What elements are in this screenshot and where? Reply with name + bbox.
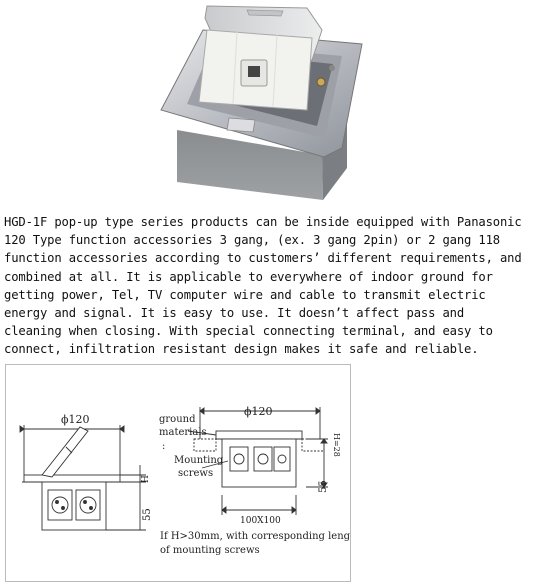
mounting-label: Mounting [174,455,224,466]
description-line: 120 Type function accessories 3 gang, (ex. 3 gang 2pin) or 2 gang 118 [4,233,500,248]
right-h-label: H=28 [332,433,341,457]
description-line: energy and signal. It is easy to use. It doesn’t affect pass and [4,306,464,321]
description-line: HGD-1F pop-up type series products can be inside equipped with Panasonic [4,215,522,229]
bottom-dim-label: 100X100 [240,516,281,526]
right-diameter-label: ϕ120 [244,405,273,418]
product-photo [147,0,382,208]
left-side-view [20,425,146,530]
product-description [4,213,552,359]
description-line: connect, infiltration resistant design makes it safe and reliable. [4,342,479,357]
left-h-label: H [141,475,151,483]
ground-label: ground [159,414,196,425]
description-line: function accessories according to customers’ different requirements, and [4,251,522,266]
description-line: getting power, Tel, TV computer wire and cable to transmit electric [4,287,486,302]
technical-drawing [5,364,351,582]
note-line-2: of mounting screws [160,545,260,556]
left-55-label: 55 [142,508,153,521]
note-line-1: If H>30mm, with corresponding length [160,531,350,542]
materials-label: materials [159,427,207,438]
description-line: cleaning when closing. With special connecting terminal, and easy to [4,324,493,339]
screws-label: screws [178,468,214,479]
description-line: combined at all. It is applicable to everywhere of indoor ground for [4,269,493,284]
left-diameter-label: ϕ120 [61,413,90,426]
colon-label: : [162,441,166,452]
right-55-label: 55 [318,480,329,493]
